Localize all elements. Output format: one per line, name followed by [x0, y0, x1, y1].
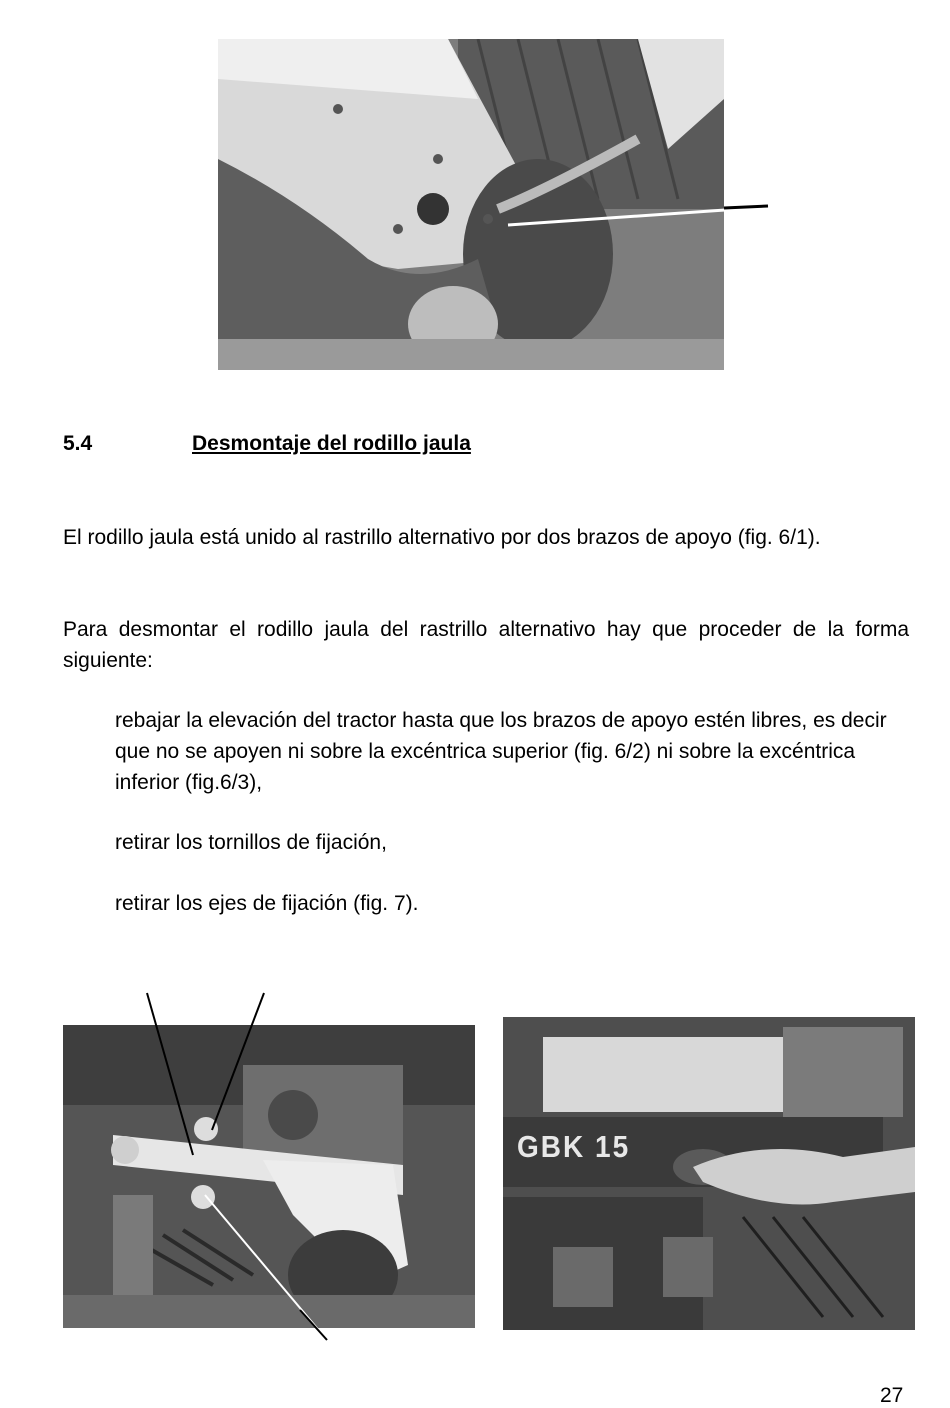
paragraph-procedure: Para desmontar el rodillo jaula del rastrillo alternativo hay que proceder de la forma siguiente:	[63, 618, 909, 672]
step-remove-screws: retirar los tornillos de fijación,	[115, 831, 387, 854]
top-photo	[218, 39, 724, 370]
page-number: 27	[880, 1384, 904, 1407]
paragraph-intro: El rodillo jaula está unido al rastrillo alternativo por dos brazos de apoyo (fig. 6/1).	[63, 526, 821, 549]
section-title: Desmontaje del rodillo jaula	[192, 432, 471, 455]
step-remove-axles: retirar los ejes de fijación (fig. 7).	[115, 892, 419, 915]
step-lower-tractor: rebajar la elevación del tractor hasta que los brazos de apoyo estén libres, es decir que no se apoyen ni sobre la excéntrica superior (fig. 6/2) ni sobre la excéntrica inferior (fig.6/3),	[115, 709, 887, 794]
bottom-right-photo	[503, 1017, 915, 1330]
machine-badge: GBK 15	[517, 1129, 631, 1164]
section-number: 5.4	[63, 432, 93, 455]
bottom-left-photo	[63, 1025, 475, 1328]
